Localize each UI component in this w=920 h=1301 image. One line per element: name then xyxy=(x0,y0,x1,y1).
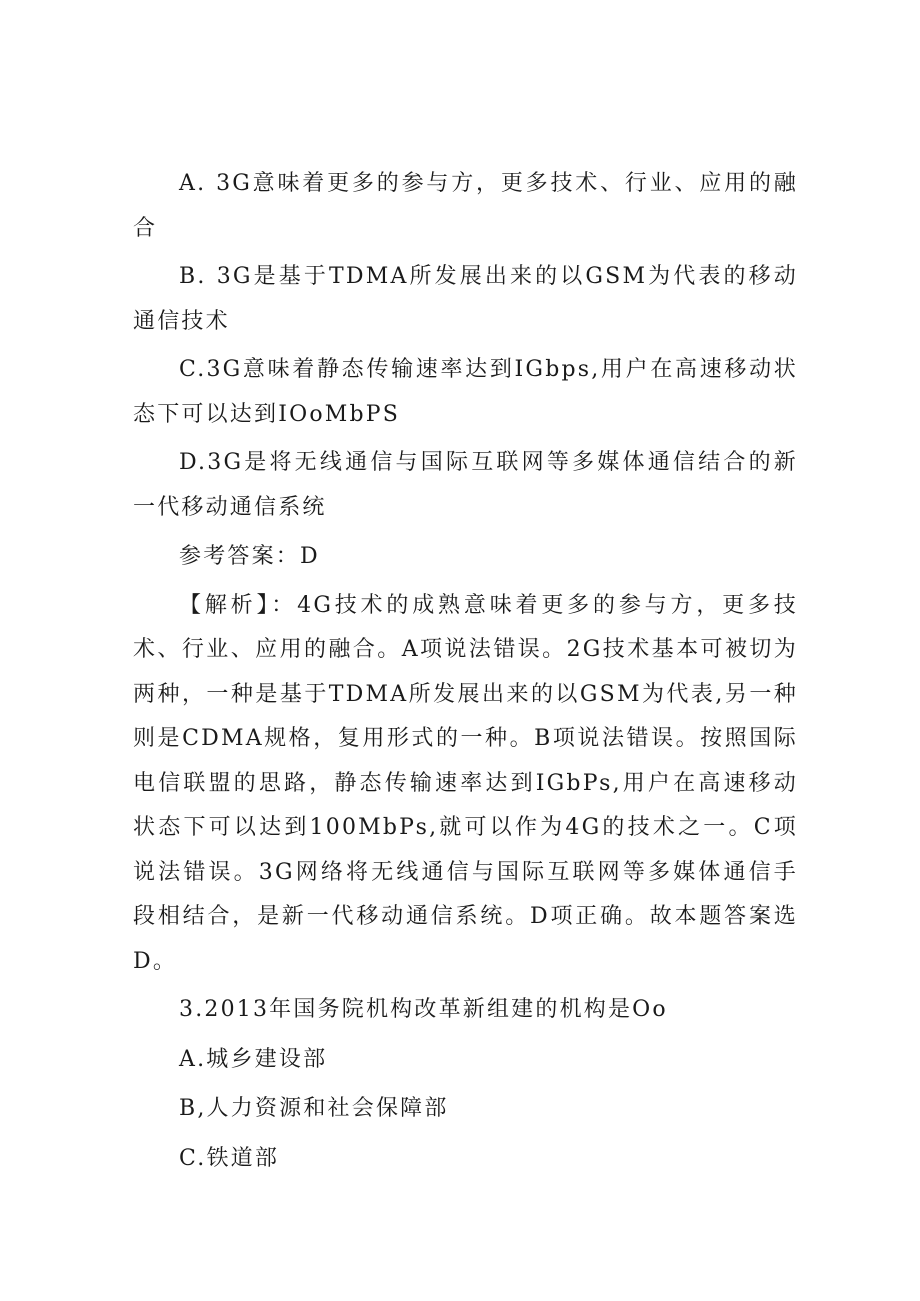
reference-answer: 参考答案：D xyxy=(179,544,320,569)
document-body xyxy=(133,162,798,1181)
option-c-paragraph: C.3G意味着静态传输速率达到IGbps,用户在高速移动状态下可以达到IOoMbPS xyxy=(133,357,798,427)
question-3-option-a: A.城乡建设部 xyxy=(179,1046,328,1072)
option-a-paragraph: A. 3G意味着更多的参与方，更多技术、行业、应用的融合 xyxy=(133,171,798,241)
option-b-paragraph: B. 3G是基于TDMA所发展出来的以GSM为代表的移动通信技术 xyxy=(133,264,798,334)
option-d-paragraph: D.3G是将无线通信与国际互联网等多媒体通信结合的新一代移动通信系统 xyxy=(133,450,798,520)
question-3-option-c: C.铁道部 xyxy=(179,1145,280,1171)
question-3: 3.2013年国务院机构改革新组建的机构是Oo xyxy=(179,997,668,1022)
analysis-paragraph: 【解析】：4G技术的成熟意味着更多的参与方，更多技术、行业、应用的融合。A项说法错误。2G技术基本可被切为两种，一种是基于TDMA所发展出来的以GSM为代表,另一种则是CDMA规格，复用形式的一种。B项说法错误。按照国际电信联盟的思路，静态传输速率达到IGbPs,用户在高速移动状态下可以达到100MbPs,就可以作为4G的技术之一。C项说法错误。3G网络将无线通信与国际互联网等多媒体通信手段相结合，是新一代移动通信系统。D项正确。故本题答案选D。 xyxy=(133,592,798,974)
question-3-option-b: B,人力资源和社会保障部 xyxy=(179,1096,449,1121)
